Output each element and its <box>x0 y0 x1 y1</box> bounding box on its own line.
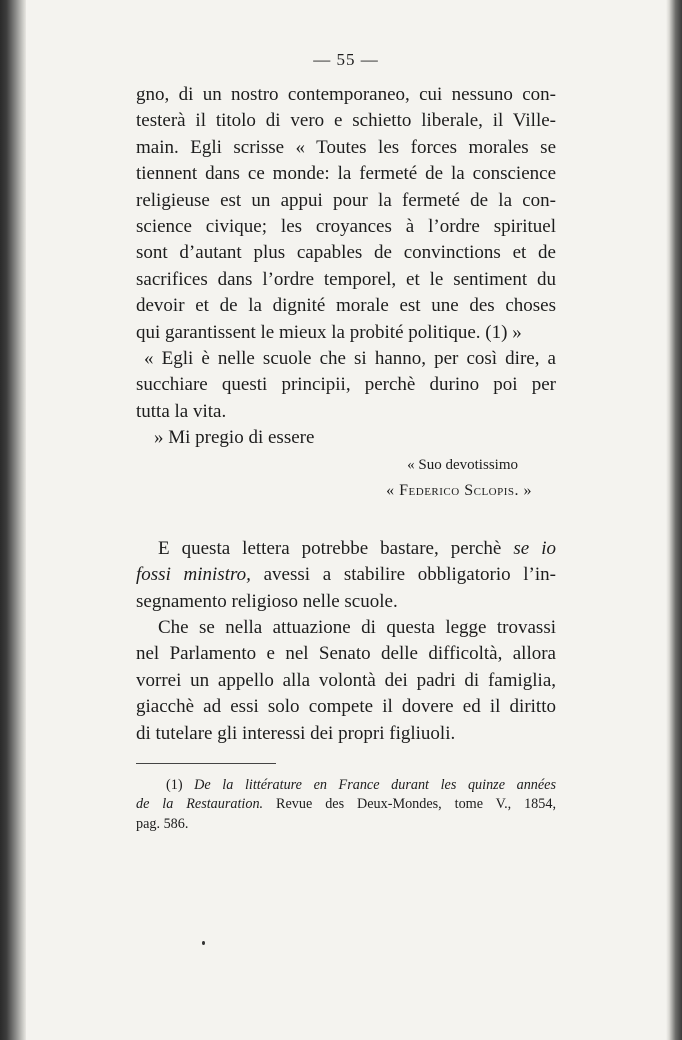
text-line: sacrifices dans l’ordre temporel, et le sentiment du <box>136 268 556 290</box>
text-line: main. Egli scrisse « Toutes les forces morales se <box>136 136 556 158</box>
footnote-line: pag. 586. <box>136 815 189 832</box>
italic-text: de la Restauration. <box>136 796 264 813</box>
scan-edge-left <box>0 0 26 1040</box>
text-line: devoir et de la dignité morale est une des choses <box>136 295 556 317</box>
paragraph-letter-suffices <box>136 536 556 615</box>
text-line: succhiare questi principii, perchè durino poi per <box>136 374 556 396</box>
paragraph-parliament <box>136 615 556 747</box>
paragraph-quote-villemain <box>136 82 556 346</box>
italic-text: De la littérature en France durant les quinze années <box>194 776 556 793</box>
text-line: « Egli è nelle scuole che si hanno, per così dire, a <box>144 348 556 370</box>
footnote-marker: (1) <box>166 776 183 793</box>
scan-edge-right <box>666 0 682 1040</box>
signature-greeting: « Suo devotissimo <box>407 456 518 473</box>
page-number: — 55 — <box>313 50 379 69</box>
text-span: avessi a stabilire obbligatorio l’in- <box>263 564 556 586</box>
text-line: religieuse est un appui pour la fermeté de la con- <box>136 189 556 211</box>
closing-line <box>136 425 556 451</box>
text-span: Revue des Deux-Mondes, tome V., 1854, <box>276 796 557 813</box>
text-line: vorrei un appello alla volontà dei padri di famiglia, <box>136 669 556 691</box>
footnote <box>136 776 556 835</box>
text-line: qui garantissent le mieux la probité politique. (1) » <box>136 321 522 343</box>
footnote-divider <box>136 763 276 764</box>
footnote-line <box>166 776 556 796</box>
text-span: E questa lettera potrebbe bastare, perchè <box>158 537 502 559</box>
text-line: testerà il titolo di vero e schietto liberale, il Ville- <box>136 110 556 132</box>
text-line: nel Parlamento e nel Senato delle difficoltà, allora <box>136 643 556 665</box>
paper-speck <box>202 941 205 945</box>
text-line: tutta la vita. <box>136 400 227 422</box>
text-line: » Mi pregio di essere <box>154 427 315 449</box>
text-line: segnamento religioso nelle scuole. <box>136 590 398 612</box>
book-page <box>136 50 556 834</box>
text-line: gno, di un nostro contemporaneo, cui nessuno con- <box>136 84 556 105</box>
italic-text: se io <box>513 537 557 559</box>
text-line: giacchè ad essi solo compete il dovere ed il diritto <box>136 696 556 718</box>
text-line: sont d’autant plus capables de convinctions et de <box>136 242 556 264</box>
paragraph-schools <box>136 346 556 425</box>
footnote-line <box>136 795 556 815</box>
text-line: Che se nella attuazione di questa legge trovassi <box>158 616 556 638</box>
italic-text: fossi ministro, <box>136 564 251 586</box>
text-line: science civique; les croyances à l’ordre spirituel <box>136 216 556 238</box>
signature-name: « Federico Sclopis. » <box>386 481 532 499</box>
text-line: tiennent dans ce monde: la fermeté de la conscience <box>136 163 556 185</box>
text-line: di tutelare gli interessi dei propri figliuoli. <box>136 722 456 744</box>
text-line <box>136 536 556 562</box>
text-line <box>136 562 556 588</box>
